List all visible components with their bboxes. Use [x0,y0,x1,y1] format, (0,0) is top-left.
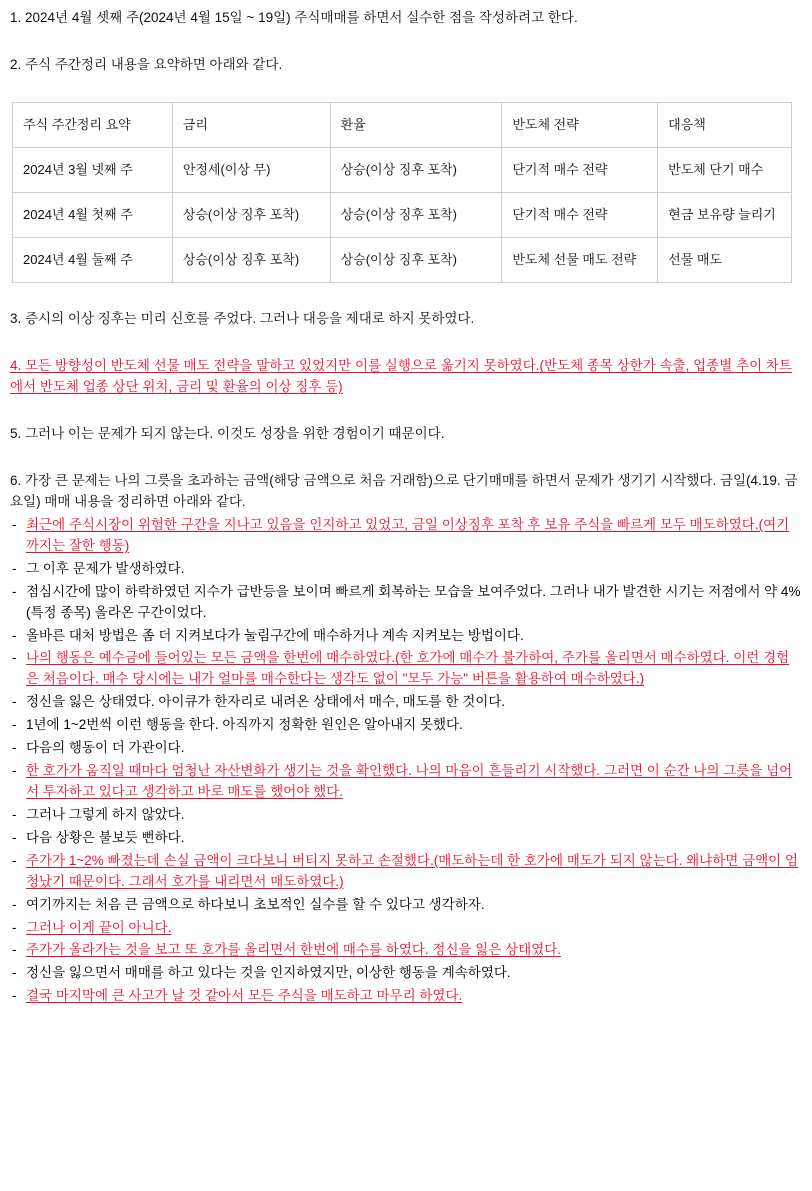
dash-marker: - [12,560,17,576]
dash-marker: - [12,583,17,599]
table-header-row [13,102,792,147]
list-item-text: 올바른 대처 방법은 좀 더 지켜보다가 눌림구간에 매수하거나 계속 지켜보는 방법이다. [26,627,524,643]
dash-marker: - [12,942,17,958]
list-item [10,692,802,713]
dash-marker: - [12,650,17,666]
list-item-text: 나의 행동은 예수금에 들어있는 모든 금액을 한번에 매수하였다.(한 호가에 매수가 불가하여, 주가를 올리면서 매수하였다. 이런 경험은 처음이다. 매수 당시에는 내가 얼마를 매수한다는 생각도 없이 "모두 가능" 버튼을 활용하여 매수하였다.) [26,650,790,687]
table-cell: 현금 보유량 늘리기 [658,193,792,238]
list-item-text: 최근에 주식시장이 위험한 구간을 지나고 있음을 인지하고 있었고, 금일 이상징후 포착 후 보유 주식을 빠르게 모두 매도하였다.(여기까지는 잘한 행동) [26,516,790,553]
dash-marker: - [12,965,17,981]
list-item [10,515,802,557]
table-cell: 안정세(이상 무) [172,147,330,192]
dash-marker: - [12,694,17,710]
list-item [10,715,802,736]
list-item-text: 그러나 그렇게 하지 않았다. [26,806,185,822]
list-item [10,895,802,916]
list-item-text: 점심시간에 많이 하락하였던 지수가 급반등을 보이며 빠르게 회복하는 모습을 보여주었다. 그러나 내가 발견한 시기는 저점에서 약 4%(특정 종목) 올라온 구간이었다. [26,583,801,620]
table-cell: 반도체 선물 매도 전략 [502,238,658,283]
list-item-text: 결국 마지막에 큰 사고가 날 것 같아서 모든 주식을 매도하고 마무리 하였다. [26,988,463,1004]
table-cell: 상승(이상 징후 포착) [330,238,502,283]
table-header-cell: 반도체 전략 [502,102,658,147]
table-cell: 반도체 단기 매수 [658,147,792,192]
dash-marker: - [12,806,17,822]
list-item-text: 1년에 1~2번씩 이런 행동을 한다. 아직까지 정확한 원인은 알아내지 못했다. [26,717,463,733]
paragraph-2: 2. 주식 주간정리 내용을 요약하면 아래와 같다. [10,56,283,72]
table-header-cell: 환율 [330,102,502,147]
mistake-bullet-list [10,515,802,1007]
list-item [10,626,802,647]
table-cell: 선물 매도 [658,238,792,283]
paragraph-4: 4. 모든 방향성이 반도체 선물 매도 전략을 말하고 있었지만 이를 실행으로 옮기지 못하였다.(반도체 종목 상한가 속출, 업종별 추이 차트에서 반도체 업종 상단 위치, 금리 및 환율의 이상 징후 등) [10,358,792,395]
list-item [10,963,802,984]
list-item [10,940,802,961]
table-header-cell: 대응책 [658,102,792,147]
table-cell: 단기적 매수 전략 [502,193,658,238]
list-item [10,648,802,690]
list-item [10,559,802,580]
table-cell: 2024년 4월 둘째 주 [13,238,173,283]
list-item [10,805,802,826]
table-row [13,193,792,238]
dash-marker: - [12,852,17,868]
dash-marker: - [12,988,17,1004]
table-cell: 2024년 4월 첫째 주 [13,193,173,238]
table-row [13,238,792,283]
list-item [10,851,802,893]
list-item-text: 한 호가가 움직일 때마다 엄청난 자산변화가 생기는 것을 확인했다. 나의 마음이 흔들리기 시작했다. 그러면 이 순간 나의 그릇을 넘어서 투자하고 있다고 생각하고 바로 매도를 했어야 했다. [26,763,793,799]
list-item [10,828,802,849]
list-item-text: 정신을 잃은 상태였다. 아이큐가 한자리로 내려온 상태에서 매수, 매도를 한 것이다. [26,694,506,710]
dash-marker: - [12,763,17,779]
list-item-text: 그러나 이게 끝이 아니다. [26,919,172,935]
table-header-cell: 금리 [172,102,330,147]
paragraph-6-block [10,471,802,1007]
list-item [10,738,802,759]
list-item-text: 여기까지는 처음 큰 금액으로 하다보니 초보적인 실수를 할 수 있다고 생각하자. [26,896,485,912]
table-cell: 상승(이상 징후 포착) [172,193,330,238]
list-item [10,582,802,624]
list-item [10,918,802,939]
weekly-summary-table [12,102,792,284]
dash-marker: - [12,829,17,845]
paragraph-5: 5. 그러나 이는 문제가 되지 않는다. 이것도 성장을 위한 경험이기 때문이다. [10,426,445,442]
dash-marker: - [12,717,17,733]
list-item [10,986,802,1007]
dash-marker: - [12,516,17,532]
list-item [10,761,802,803]
table-cell: 상승(이상 징후 포착) [330,193,502,238]
list-item-text: 주가가 올라가는 것을 보고 또 호가를 올리면서 한번에 매수를 하였다. 정신을 잃은 상태였다. [26,942,562,958]
paragraph-1: 1. 2024년 4월 셋째 주(2024년 4월 15일 ~ 19일) 주식매매를 하면서 실수한 점을 작성하려고 한다. [10,10,578,25]
table-row [13,147,792,192]
table-cell: 상승(이상 징후 포착) [172,238,330,283]
list-item-text: 그 이후 문제가 발생하였다. [26,560,185,576]
list-item-text: 정신을 잃으면서 매매를 하고 있다는 것을 인지하였지만, 이상한 행동을 계속하였다. [26,965,511,981]
table-cell: 2024년 3월 넷째 주 [13,147,173,192]
table-header-cell: 주식 주간정리 요약 [13,102,173,147]
list-item-text: 다음 상황은 불보듯 뻔하다. [26,829,185,845]
table-cell: 단기적 매수 전략 [502,147,658,192]
dash-marker: - [12,627,17,643]
dash-marker: - [12,896,17,912]
table-cell: 상승(이상 징후 포착) [330,147,502,192]
dash-marker: - [12,740,17,756]
dash-marker: - [12,919,17,935]
list-item-text: 다음의 행동이 더 가관이다. [26,740,185,756]
list-item-text: 주가가 1~2% 빠졌는데 손실 금액이 크다보니 버티지 못하고 손절했다.(매도하는데 한 호가에 매도가 되지 않는다. 왜냐하면 금액이 엄청났기 때문이다. 그래서 호가를 내리면서 매도하였다.) [26,852,799,889]
paragraph-3: 3. 증시의 이상 징후는 미리 신호를 주었다. 그러나 대응을 제대로 하지 못하였다. [10,311,475,327]
paragraph-6-lead: 6. 가장 큰 문제는 나의 그릇을 초과하는 금액(해당 금액으로 처음 거래함)으로 단기매매를 하면서 문제가 생기기 시작했다. 금일(4.19. 금요일) 매매 내용을 정리하면 아래와 같다. [10,473,798,510]
